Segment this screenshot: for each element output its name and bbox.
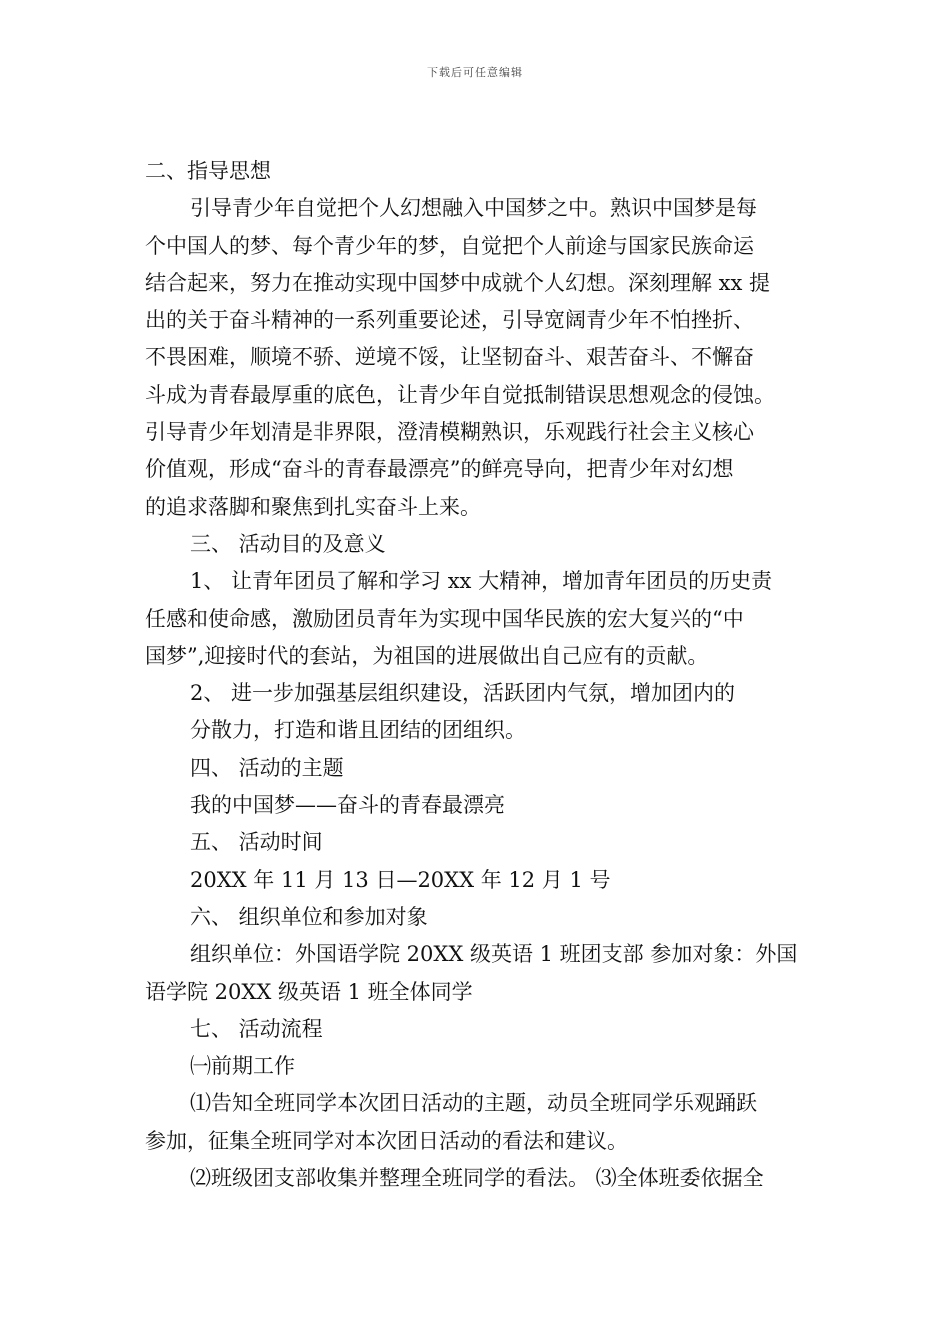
section-heading: 七、 活动流程	[190, 1016, 323, 1041]
text-line: 2、 进一步加强基层组织建设，活跃团内气氛，增加团内的	[190, 681, 736, 706]
text-line: 引导青少年划清是非界限，澄清模糊熟识，乐观践行社会主义核心	[145, 420, 754, 445]
text-line: 我的中国梦——奋斗的青春最漂亮	[190, 793, 505, 818]
subsection-heading: ㈠前期工作	[190, 1054, 295, 1079]
section-heading: 三、 活动目的及意义	[190, 531, 386, 556]
text-line: 出的关于奋斗精神的一系列重要论述，引导宽阔青少年不怕挫折、	[145, 308, 754, 333]
text-line: 不畏困难，顺境不骄、逆境不馁，让坚韧奋斗、艰苦奋斗、不懈奋	[145, 345, 754, 370]
text-line: 引导青少年自觉把个人幻想融入中国梦之中。熟识中国梦是每	[190, 196, 757, 221]
text-line: 分散力，打造和谐且团结的团组织。	[190, 718, 526, 743]
text-line: 组织单位：外国语学院 20XX 级英语 1 班团支部 参加对象：外国	[190, 942, 798, 967]
section-heading: 四、 活动的主题	[190, 755, 344, 780]
section-heading: 六、 组织单位和参加对象	[190, 904, 428, 929]
page-header-note: 下载后可任意编辑	[427, 66, 523, 79]
text-line: 斗成为青春最厚重的底色，让青少年自觉抵制错误思想观念的侵蚀。	[145, 382, 775, 407]
text-line: ⑵班级团支部收集并整理全班同学的看法。 ⑶全体班委依据全	[190, 1166, 764, 1191]
text-line: 二、指导思想	[145, 159, 271, 183]
document-body	[145, 153, 825, 1197]
text-line: 语学院 20XX 级英语 1 班全体同学	[145, 979, 473, 1004]
text-line: 个中国人的梦、每个青少年的梦，自觉把个人前途与国家民族命运	[145, 233, 754, 258]
text-line: 国梦”,迎接时代的套站，为祖国的进展做出自己应有的贡献。	[145, 643, 709, 668]
text-line: 1、 让青年团员了解和学习 xx 大精神，增加青年团员的历史责	[190, 569, 773, 594]
text-line: 价值观，形成“奋斗的青春最漂亮”的鲜亮导向，把青少年对幻想	[145, 457, 734, 482]
text-line: 结合起来，努力在推动实现中国梦中成就个人幻想。深刻理解 xx 提	[145, 270, 771, 295]
text-line: 的追求落脚和聚焦到扎实奋斗上来。	[145, 494, 481, 519]
text-line: 参加，征集全班同学对本次团日活动的看法和建议。	[145, 1128, 628, 1153]
text-line: ⑴告知全班同学本次团日活动的主题，动员全班同学乐观踊跃	[190, 1091, 757, 1116]
section-heading: 五、 活动时间	[190, 830, 323, 855]
text-line: 20XX 年 11 月 13 日—20XX 年 12 月 1 号	[190, 867, 611, 892]
text-line: 任感和使命感，激励团员青年为实现中国华民族的宏大复兴的“中	[145, 606, 744, 631]
